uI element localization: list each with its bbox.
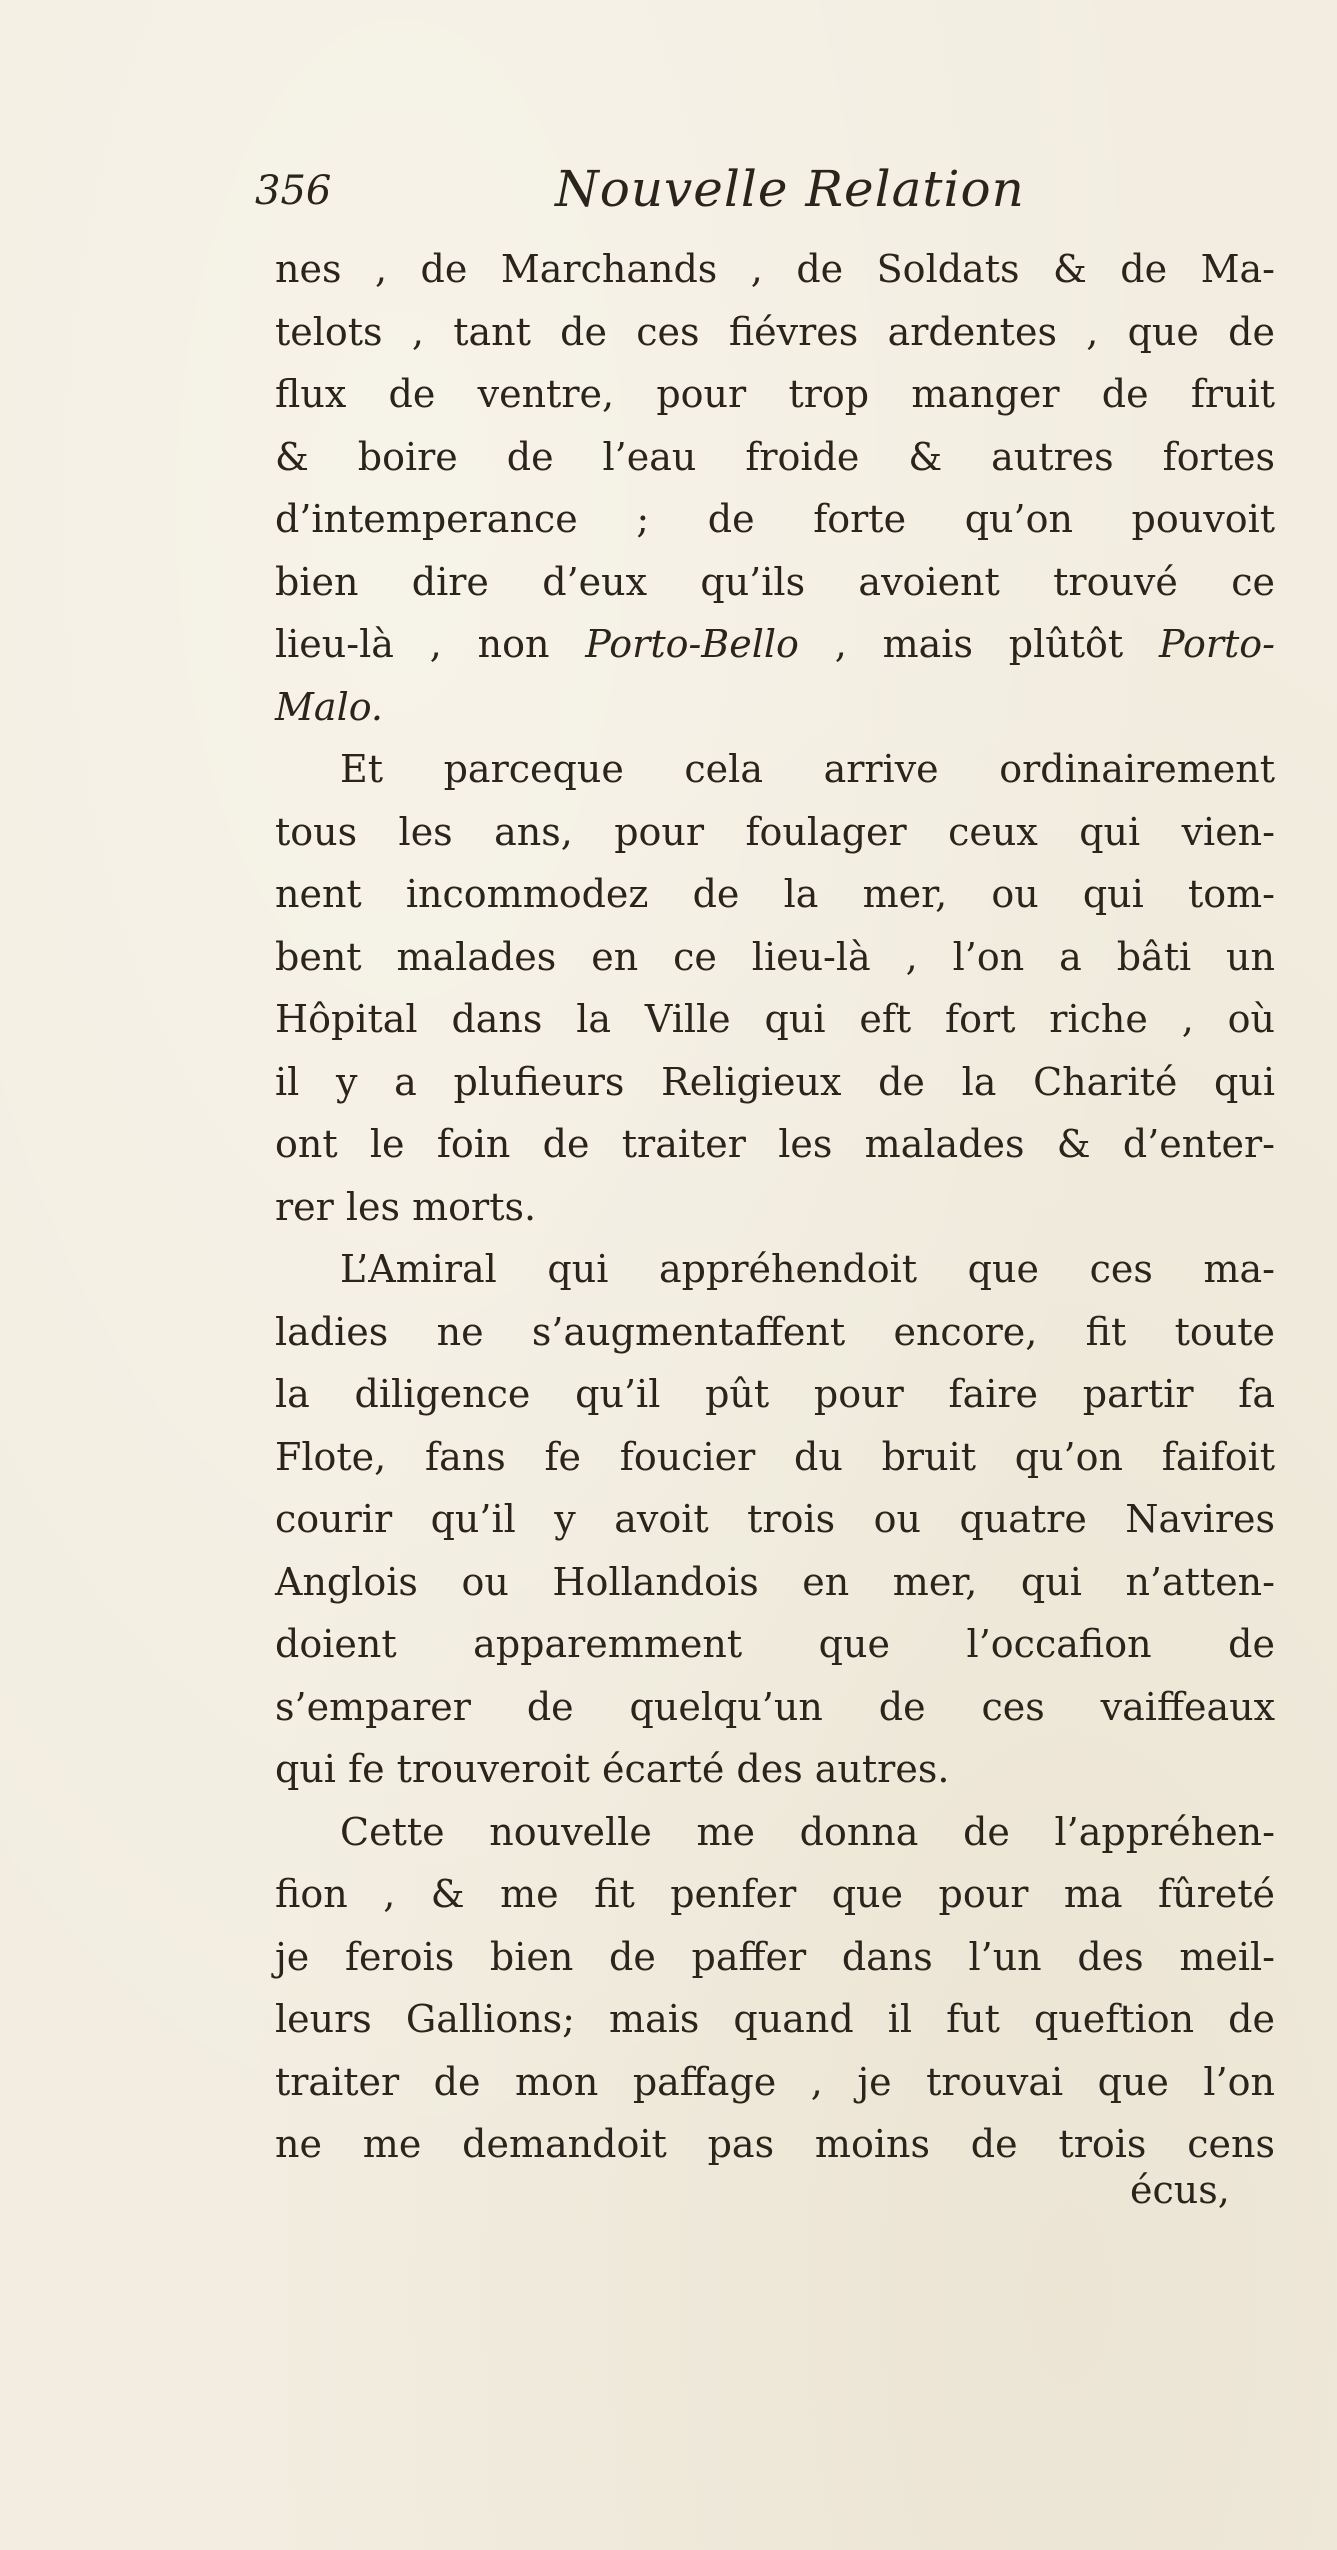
text-line: flux de ventre, pour trop manger de fruit xyxy=(275,372,1275,416)
text-line: je ferois bien de paffer dans l’un des meil- xyxy=(275,1934,1275,1979)
italic-place-name: Porto- xyxy=(1158,622,1276,666)
running-head: Nouvelle Relation xyxy=(555,160,1025,218)
body-text xyxy=(275,238,1275,2176)
text-line: bent malades en ce lieu-là , l’on a bâti un xyxy=(275,934,1275,979)
text-line: bien dire d’eux qu’ils avoient trouvé ce xyxy=(275,559,1275,604)
text-line: tous les ans, pour foulager ceux qui vien- xyxy=(275,809,1275,854)
text-line: & boire de l’eau froide & autres fortes xyxy=(275,434,1275,479)
text-line: il y a plufieurs Religieux de la Charité qui xyxy=(275,1059,1275,1104)
text-line xyxy=(275,676,1275,739)
text-line: s’emparer de quelqu’un de ces vaiffeaux xyxy=(275,1684,1275,1729)
text-line: doient apparemment que l’occafion de xyxy=(275,1622,1275,1666)
text-segment: , mais plûtôt xyxy=(798,622,1159,666)
page-number: 356 xyxy=(255,168,332,214)
paragraph-start: Et parceque cela arrive ordinairement xyxy=(340,747,1275,791)
text-line: ne me demandoit pas moins de trois cens xyxy=(275,2122,1275,2166)
text-line: nes , de Marchands , de Soldats & de Ma- xyxy=(275,247,1275,291)
text-line: Anglois ou Hollandois en mer, qui n’atten- xyxy=(275,1559,1275,1604)
text-line: rer les morts. xyxy=(275,1184,537,1229)
italic-place-name: Porto-Bello xyxy=(585,622,799,666)
text-line: ont le foin de traiter les malades & d’enter- xyxy=(275,1122,1275,1166)
catchword: écus, xyxy=(1130,2168,1230,2212)
text-line: qui fe trouveroit écarté des autres. xyxy=(275,1747,950,1791)
text-segment: lieu-là , non xyxy=(275,622,586,666)
text-line: nent incommodez de la mer, ou qui tom- xyxy=(275,872,1275,916)
text-line: Flote, fans fe foucier du bruit qu’on faifoit xyxy=(275,1434,1275,1479)
text-line: ladies ne s’augmentaffent encore, fit toute xyxy=(275,1309,1275,1354)
text-line: d’intemperance ; de forte qu’on pouvoit xyxy=(275,497,1275,541)
text-line: fion , & me fit penfer que pour ma fûreté xyxy=(275,1872,1275,1916)
text-line: Hôpital dans la Ville qui eft fort riche , où xyxy=(275,997,1275,1041)
text-line: leurs Gallions; mais quand il fut queftion de xyxy=(275,1997,1275,2041)
page-header xyxy=(255,160,1035,240)
text-line: traiter de mon paffage , je trouvai que l’on xyxy=(275,2059,1275,2104)
text-line: telots , tant de ces fiévres ardentes , que de xyxy=(275,309,1275,354)
text-line: courir qu’il y avoit trois ou quatre Navires xyxy=(275,1497,1275,1541)
italic-place-name: Malo. xyxy=(275,684,384,729)
paragraph-start: L’Amiral qui appréhendoit que ces ma- xyxy=(340,1247,1275,1291)
text-line-mixed xyxy=(275,613,1275,676)
paragraph-start: Cette nouvelle me donna de l’appréhen- xyxy=(340,1809,1275,1854)
text-line: la diligence qu’il pût pour faire partir fa xyxy=(275,1372,1275,1416)
